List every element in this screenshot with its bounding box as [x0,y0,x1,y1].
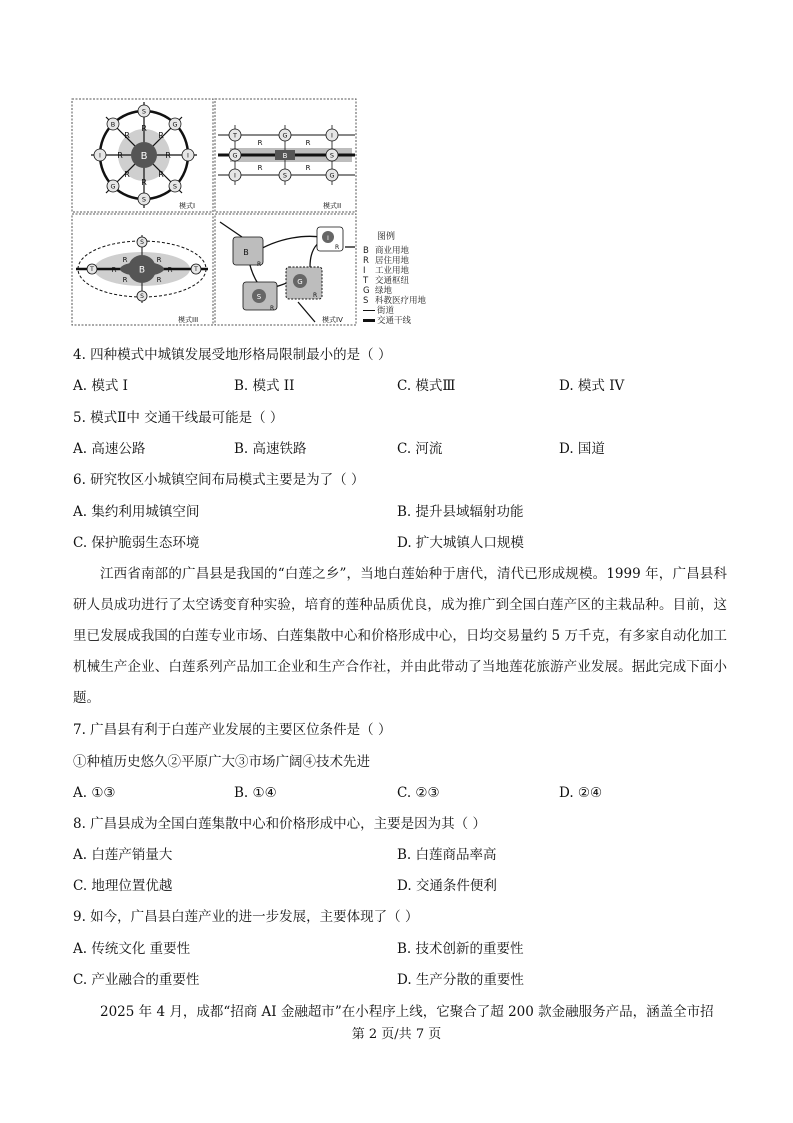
q8-option-d[interactable]: D. 交通条件便利 [397,878,497,894]
q8-option-c[interactable]: C. 地理位置优越 [73,878,173,894]
svg-text:S: S [141,107,147,116]
legend-title: 图例 [377,232,396,242]
q9-option-b[interactable]: B. 技术创新的重要性 [397,941,524,957]
q9-option-c[interactable]: C. 产业融合的重要性 [73,972,200,988]
panel-2-linear-model [218,125,355,210]
q7-option-a[interactable]: A. ①③ [73,785,116,801]
svg-text:R: R [305,164,311,172]
q8-stem: 8. 广昌县成为全国白莲集散中心和价格形成中心，主要是因为其（ ） [73,816,486,832]
q7-option-c[interactable]: C. ②③ [397,785,440,801]
svg-text:R: R [124,170,130,179]
page-footer: 第 2 页/共 7 页 [351,1027,442,1042]
svg-text:R: R [335,244,340,251]
q9-stem: 9. 如今，广昌县白莲产业的进一步发展，主要体现了（ ） [73,909,419,925]
q8-option-b[interactable]: B. 白莲商品率高 [397,847,497,863]
q5-stem: 5. 模式Ⅱ中 交通干线最可能是（ ） [73,410,284,426]
svg-text:R: R [257,164,263,172]
svg-text:R: R [165,151,171,160]
q4-option-c[interactable]: C. 模式Ⅲ [397,378,456,394]
svg-text:R: R [111,266,117,274]
svg-text:G: G [172,120,178,129]
svg-text:T: T [90,266,94,273]
svg-text:R: R [141,124,147,133]
q9-option-a[interactable]: A. 传统文化 重要性 [73,941,191,957]
svg-text:R: R [117,151,123,160]
q5-option-c[interactable]: C. 河流 [397,441,443,457]
svg-text:T: T [194,266,198,273]
svg-text:G: G [329,171,335,180]
svg-text:R: R [167,266,173,274]
svg-text:R: R [141,178,147,187]
q4-option-d[interactable]: D. 模式 IV [559,378,625,394]
svg-text:R: R [158,131,164,140]
legend-street: 街道 [363,306,453,316]
svg-text:R: R [122,256,128,264]
svg-text:S: S [256,293,262,301]
svg-text:R: R [257,139,263,147]
q8-option-a[interactable]: A. 白莲产销量大 [73,847,173,863]
legend-item: S 科教医疗用地 [363,296,427,306]
reading-passage: 江西省南部的广昌县是我国的“白莲之乡”，当地白莲始种于唐代，清代已形成规模。1999 年，广昌县科研人员成功进行了太空诱变育种实验，培育的莲种品质优良，成为推广到全国白莲产区的主栽品种。目前，这里已发展成我国的白莲专业市场、白莲集散中心和价格形成中心，日均交易量约 5 万千克，有多家自动化加工机械生产企业、白莲系列产品加工企业和生产合作社，并由此带动了当地莲花旅游产业发展。据此完成下面小题。 [73,566,727,706]
svg-text:模式III: 模式III [178,316,199,324]
svg-text:G: G [232,151,238,160]
q4-stem: 4. 四种模式中城镇发展受地形格局限制最小的是（ ） [73,347,392,363]
q6-option-c[interactable]: C. 保护脆弱生态环境 [73,535,200,551]
panel-3-belt-model [76,235,208,324]
q7-statements: ①种植历史悠久②平原广大③市场广阔④技术先进 [73,754,370,770]
svg-text:G: G [282,131,288,140]
panel-1-radial-model [91,102,197,210]
q4-option-a[interactable]: A. 模式 I [73,378,128,394]
legend-item: T 交通枢纽 [363,276,410,286]
q6-option-d[interactable]: D. 扩大城镇人口规模 [397,535,524,551]
q7-stem: 7. 广昌县有利于白莲产业发展的主要区位条件是（ ） [73,722,392,738]
legend-item: I 工业用地 [363,266,410,276]
svg-text:I: I [331,131,333,140]
q7-option-d[interactable]: D. ②④ [559,785,603,801]
figure-legend [363,232,453,326]
svg-text:R: R [156,256,162,264]
svg-text:R: R [313,292,318,299]
svg-text:模式I: 模式I [179,202,196,210]
svg-text:B: B [110,120,116,129]
q7-option-b[interactable]: B. ①④ [234,785,277,801]
legend-item: R 居住用地 [363,256,410,266]
svg-text:B: B [138,265,146,276]
svg-text:S: S [282,171,288,180]
svg-text:模式IV: 模式IV [322,316,343,324]
q5-option-b[interactable]: B. 高速铁路 [234,441,307,457]
svg-text:T: T [233,131,237,140]
svg-text:B: B [282,152,288,160]
svg-text:模式II: 模式II [323,202,342,210]
svg-text:S: S [140,293,144,300]
panel-4-multicenter-model [220,222,355,324]
svg-text:R: R [122,276,128,284]
svg-text:I: I [234,171,236,180]
figure-svg [70,97,360,327]
urban-layout-figure [70,97,360,327]
svg-text:G: G [110,182,116,191]
svg-text:S: S [329,151,335,160]
q6-stem: 6. 研究牧区小城镇空间布局模式主要是为了（ ） [73,472,365,488]
next-passage-start: 2025 年 4 月，成都“招商 AI 金融超市”在小程序上线，它聚合了超 200 款金融服务产品，涵盖全市招 [100,1004,714,1020]
svg-text:R: R [156,276,162,284]
svg-text:G: G [297,278,303,286]
q5-option-d[interactable]: D. 国道 [559,441,605,457]
legend-item: G 绿地 [363,286,393,296]
q9-option-d[interactable]: D. 生产分散的重要性 [397,972,524,988]
svg-text:R: R [158,170,164,179]
svg-text:S: S [140,239,144,246]
svg-text:I: I [327,234,329,242]
q4-option-b[interactable]: B. 模式 II [234,378,295,394]
q6-option-b[interactable]: B. 提升县域辐射功能 [397,504,524,520]
svg-text:R: R [257,261,262,268]
svg-text:B: B [140,151,148,162]
legend-trunk-line: 交通干线 [363,316,453,326]
q5-option-a[interactable]: A. 高速公路 [73,441,146,457]
svg-text:R: R [270,305,275,312]
svg-text:S: S [141,195,147,204]
svg-text:S: S [172,182,178,191]
legend-item: B 商业用地 [363,246,410,256]
svg-text:I: I [187,151,189,160]
svg-text:R: R [124,131,130,140]
svg-text:B: B [243,248,249,257]
svg-text:R: R [305,139,311,147]
svg-text:I: I [99,151,101,160]
q6-option-a[interactable]: A. 集约利用城镇空间 [73,504,200,520]
